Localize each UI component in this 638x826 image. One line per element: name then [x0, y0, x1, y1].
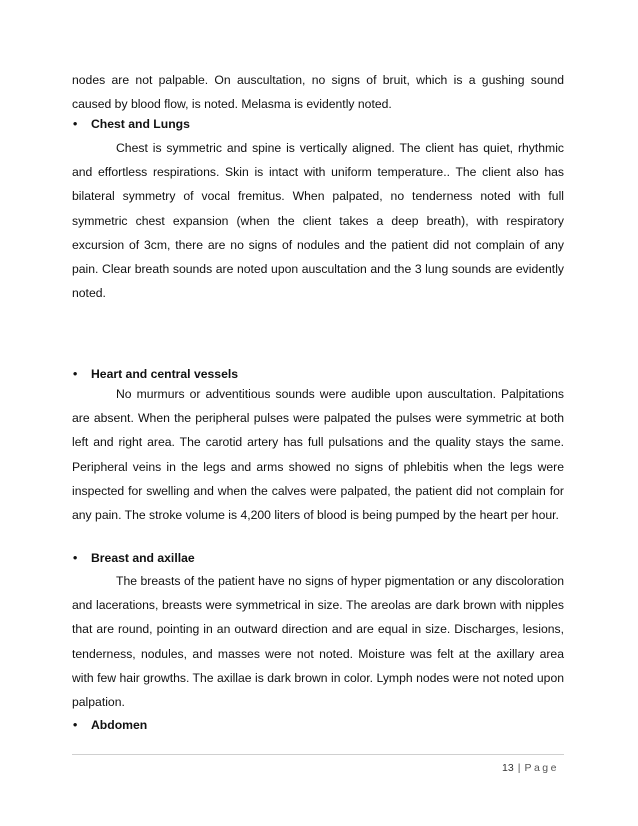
paragraph-heart: No murmurs or adventitious sounds were audible upon auscultation. Palpitations are absent. When the peripheral pulses were palpated the pulses were symmetric at both left and right area. The carotid artery has full pulsations and the quality stays the same. Peripheral veins in the legs and arms showed no signs of phlebitis when the legs were inspected for swelling and when the calves were palpated, the patient did not complain for any pain. The stroke volume is 4,200 liters of blood is being pumped by the heart per hour. — [72, 387, 564, 523]
paragraph-breast: The breasts of the patient have no signs of hyper pigmentation or any discoloration and lacerations, breasts were symmetrical in size. The areolas are dark brown with nipples that are round, pointing in an outward direction and are equal in size. Discharges, lesions, tenderness, nodules, and masses were not noted. Moisture was felt at the axillary area with few hair growths. The axillae is dark brown in color. Lymph nodes were not noted upon palpation. — [72, 574, 564, 710]
page-footer — [502, 762, 559, 774]
heading-label: Chest and Lungs — [91, 117, 190, 131]
section-heading-breast — [73, 550, 195, 566]
bullet-icon: • — [73, 117, 78, 131]
heading-label: Breast and axillae — [91, 551, 195, 565]
page-label: Page — [524, 762, 559, 774]
bullet-icon: • — [73, 718, 78, 732]
bullet-icon: • — [73, 367, 78, 381]
footer-divider — [72, 754, 564, 755]
heading-label: Heart and central vessels — [91, 367, 239, 381]
section-heading-heart — [73, 366, 239, 382]
paragraph-neck-continuation: nodes are not palpable. On auscultation, no signs of bruit, which is a gushing sound caused by blood flow, is noted. Melasma is evidently noted. — [72, 73, 564, 112]
bullet-icon: • — [73, 551, 78, 565]
footer-separator: | — [517, 762, 521, 774]
section-heading-abdomen — [73, 717, 148, 733]
page-number: 13 — [502, 762, 514, 774]
section-heading-chest-lungs — [73, 116, 190, 132]
heading-label: Abdomen — [91, 718, 148, 732]
paragraph-chest-lungs: Chest is symmetric and spine is vertically aligned. The client has quiet, rhythmic and effortless respirations. Skin is intact with uniform temperature.. The client also has bilateral symmetry of vocal fremitus. When palpated, no tenderness noted with full symmetric chest expansion (when the client takes a deep breath), with respiratory excursion of 3cm, there are no signs of nodules and the patient did not complain of any pain. Clear breath sounds are noted upon auscultation and the 3 lung sounds are evidently noted. — [72, 141, 564, 301]
